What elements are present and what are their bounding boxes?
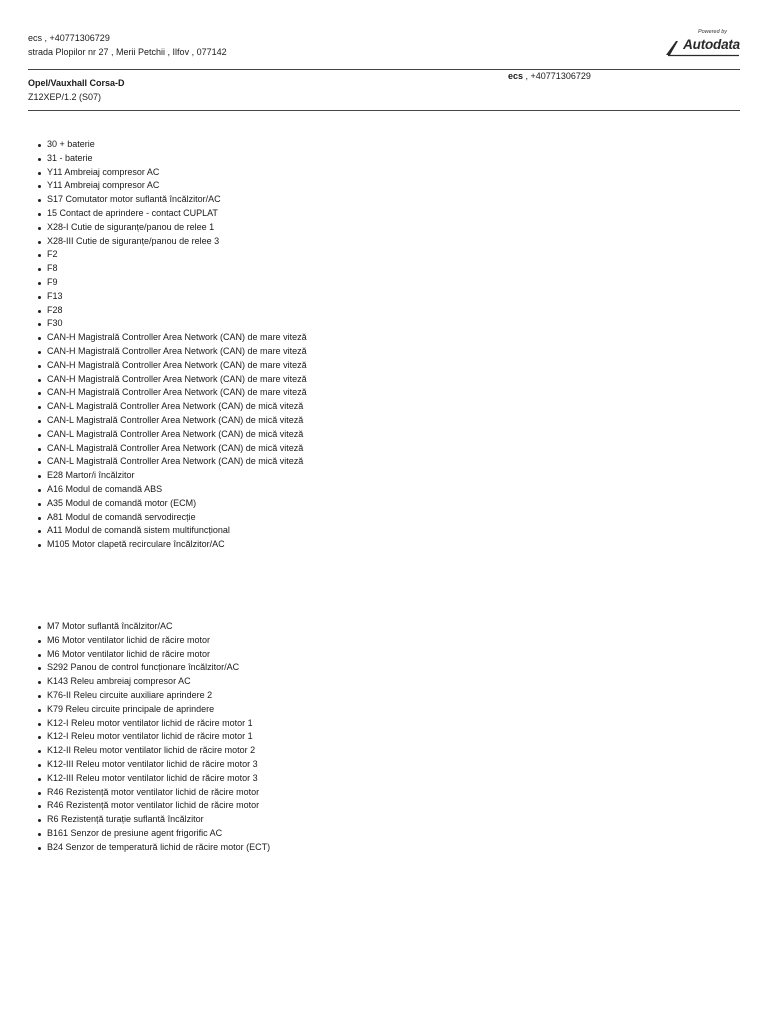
- vehicle-engine: Z12XEP/1.2 (S07): [28, 92, 102, 102]
- vehicle-divider: [28, 110, 740, 111]
- list-item: E28 Martor/i încălzitor: [47, 469, 307, 483]
- logo-brand: Autodata: [683, 37, 740, 52]
- list-item: B161 Senzor de presiune agent frigorific AC: [47, 827, 270, 841]
- list-item: F28: [47, 304, 307, 318]
- list-item: CAN-H Magistrală Controller Area Network (CAN) de mare viteză: [47, 373, 307, 387]
- list-item: M105 Motor clapetă recirculare încălzitor/AC: [47, 538, 307, 552]
- list-item: 15 Contact de aprindere - contact CUPLAT: [47, 207, 307, 221]
- list-item: F13: [47, 290, 307, 304]
- list-item: R46 Rezistență motor ventilator lichid de răcire motor: [47, 799, 270, 813]
- list-item: CAN-H Magistrală Controller Area Network (CAN) de mare viteză: [47, 345, 307, 359]
- logo-powered-by: Powered by: [697, 29, 727, 35]
- contact-line-2: strada Plopilor nr 27 , Merii Petchii , Ilfov , 077142: [28, 47, 227, 57]
- list-item: A16 Modul de comandă ABS: [47, 483, 307, 497]
- list-item: K79 Releu circuite principale de aprindere: [47, 703, 270, 717]
- contact-line-1: ecs , +40771306729: [28, 33, 110, 43]
- list-item: A35 Modul de comandă motor (ECM): [47, 497, 307, 511]
- list-item: R46 Rezistență motor ventilator lichid de răcire motor: [47, 786, 270, 800]
- list-item: Y11 Ambreiaj compresor AC: [47, 166, 307, 180]
- list-item: M6 Motor ventilator lichid de răcire motor: [47, 634, 270, 648]
- list-item: M7 Motor suflantă încălzitor/AC: [47, 620, 270, 634]
- list-item: M6 Motor ventilator lichid de răcire motor: [47, 648, 270, 662]
- list-item: S17 Comutator motor suflantă încălzitor/AC: [47, 193, 307, 207]
- list-item: A81 Modul de comandă servodirecție: [47, 511, 307, 525]
- list-item: CAN-L Magistrală Controller Area Network (CAN) de mică viteză: [47, 400, 307, 414]
- list-item: K12-II Releu motor ventilator lichid de răcire motor 2: [47, 744, 270, 758]
- right-contact-phone: , +40771306729: [523, 71, 591, 81]
- list-item: F30: [47, 317, 307, 331]
- list-item: K12-III Releu motor ventilator lichid de răcire motor 3: [47, 758, 270, 772]
- autodata-logo: [664, 29, 740, 59]
- list-item: CAN-H Magistrală Controller Area Network (CAN) de mare viteză: [47, 331, 307, 345]
- list-item: B24 Senzor de temperatură lichid de răcire motor (ECT): [47, 841, 270, 855]
- list-item: CAN-H Magistrală Controller Area Network (CAN) de mare viteză: [47, 359, 307, 373]
- component-list-2: [47, 620, 270, 855]
- vehicle-model: Opel/Vauxhall Corsa-D: [28, 78, 125, 88]
- list-item: X28-I Cutie de siguranțe/panou de relee 1: [47, 221, 307, 235]
- list-item: K12-I Releu motor ventilator lichid de răcire motor 1: [47, 730, 270, 744]
- list-item: 30 + baterie: [47, 138, 307, 152]
- list-item: F2: [47, 248, 307, 262]
- header-divider: [28, 69, 740, 70]
- right-contact: [508, 70, 591, 82]
- list-item: Y11 Ambreiaj compresor AC: [47, 179, 307, 193]
- list-item: K143 Releu ambreiaj compresor AC: [47, 675, 270, 689]
- list-item: A11 Modul de comandă sistem multifuncțional: [47, 524, 307, 538]
- list-item: F9: [47, 276, 307, 290]
- list-item: CAN-L Magistrală Controller Area Network (CAN) de mică viteză: [47, 455, 307, 469]
- component-list-1: [47, 138, 307, 552]
- vehicle-info: [28, 76, 125, 104]
- list-item: S292 Panou de control funcționare încălzitor/AC: [47, 661, 270, 675]
- list-item: R6 Rezistență turație suflantă încălzitor: [47, 813, 270, 827]
- list-item: CAN-L Magistrală Controller Area Network (CAN) de mică viteză: [47, 428, 307, 442]
- list-item: K12-I Releu motor ventilator lichid de răcire motor 1: [47, 717, 270, 731]
- list-item: F8: [47, 262, 307, 276]
- list-item: X28-III Cutie de siguranțe/panou de relee 3: [47, 235, 307, 249]
- list-item: CAN-L Magistrală Controller Area Network (CAN) de mică viteză: [47, 442, 307, 456]
- list-item: K76-II Releu circuite auxiliare aprindere 2: [47, 689, 270, 703]
- list-item: CAN-H Magistrală Controller Area Network (CAN) de mare viteză: [47, 386, 307, 400]
- list-item: CAN-L Magistrală Controller Area Network (CAN) de mică viteză: [47, 414, 307, 428]
- right-contact-name: ecs: [508, 71, 524, 81]
- workshop-contact: [28, 31, 227, 59]
- list-item: K12-III Releu motor ventilator lichid de răcire motor 3: [47, 772, 270, 786]
- list-item: 31 - baterie: [47, 152, 307, 166]
